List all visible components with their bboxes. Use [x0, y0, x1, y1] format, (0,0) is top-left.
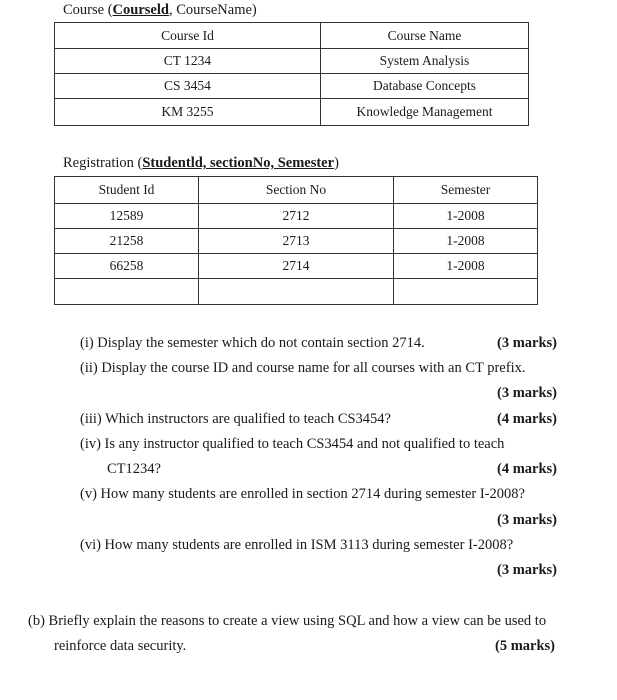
question-1: (i) Display the semester which do not contain section 2714. — [80, 335, 425, 351]
cell-student-id: 66258 — [55, 254, 199, 279]
registration-table — [54, 176, 538, 305]
question-4-line-1: (iv) Is any instructor qualified to teach CS3454 and not qualified to teach — [80, 436, 505, 452]
question-6: (vi) How many students are enrolled in ISM 3113 during semester I-2008? — [80, 537, 514, 553]
cell-semester: 1-2008 — [394, 229, 538, 254]
registration-primary-key: Studentld, sectionNo, Semester — [142, 155, 335, 171]
table-row — [55, 229, 538, 254]
cell-course-name: Database Concepts — [321, 74, 529, 99]
question-5: (v) How many students are enrolled in section 2714 during semester I-2008? — [80, 486, 525, 502]
table-header-row — [55, 23, 529, 49]
header-student-id: Student Id — [55, 177, 199, 204]
course-schema-title: Course (Courseld, CourseName) — [63, 2, 257, 18]
question-4-line-2: CT1234? — [107, 461, 161, 477]
part-b-line-2: reinforce data security. — [54, 638, 187, 654]
table-header-row — [55, 177, 538, 204]
registration-schema-title: Registration (Studentld, sectionNo, Semester) — [63, 155, 339, 171]
cell-semester: 1-2008 — [394, 204, 538, 229]
question-2: (ii) Display the course ID and course name for all courses with an CT prefix. — [80, 360, 526, 376]
table-row-empty — [55, 279, 538, 305]
table-row — [55, 254, 538, 279]
part-b-marks: (5 marks) — [495, 638, 556, 654]
table-row — [55, 99, 529, 126]
cell-course-name: Knowledge Management — [321, 99, 529, 126]
header-section-no: Section No — [199, 177, 394, 204]
question-3-marks: (4 marks) — [497, 411, 558, 427]
header-semester: Semester — [394, 177, 538, 204]
header-course-id: Course Id — [55, 23, 321, 49]
cell-semester: 1-2008 — [394, 254, 538, 279]
table-row — [55, 204, 538, 229]
question-3: (iii) Which instructors are qualified to teach CS3454? — [80, 411, 391, 427]
question-2-marks: (3 marks) — [497, 385, 558, 401]
cell-section-no: 2713 — [199, 229, 394, 254]
part-b-line-1: (b) Briefly explain the reasons to create a view using SQL and how a view can be used to — [28, 613, 547, 629]
cell-course-name: System Analysis — [321, 49, 529, 74]
cell-course-id: KM 3255 — [55, 99, 321, 126]
cell-course-id: CT 1234 — [55, 49, 321, 74]
cell-student-id: 12589 — [55, 204, 199, 229]
cell-section-no: 2712 — [199, 204, 394, 229]
cell-student-id: 21258 — [55, 229, 199, 254]
question-4-marks: (4 marks) — [497, 461, 558, 477]
table-row — [55, 74, 529, 99]
question-6-marks: (3 marks) — [497, 562, 558, 578]
question-1-marks: (3 marks) — [497, 335, 558, 351]
course-table — [54, 22, 529, 126]
header-course-name: Course Name — [321, 23, 529, 49]
question-5-marks: (3 marks) — [497, 512, 558, 528]
table-row — [55, 49, 529, 74]
cell-course-id: CS 3454 — [55, 74, 321, 99]
cell-section-no: 2714 — [199, 254, 394, 279]
course-primary-key: Courseld — [112, 2, 169, 18]
